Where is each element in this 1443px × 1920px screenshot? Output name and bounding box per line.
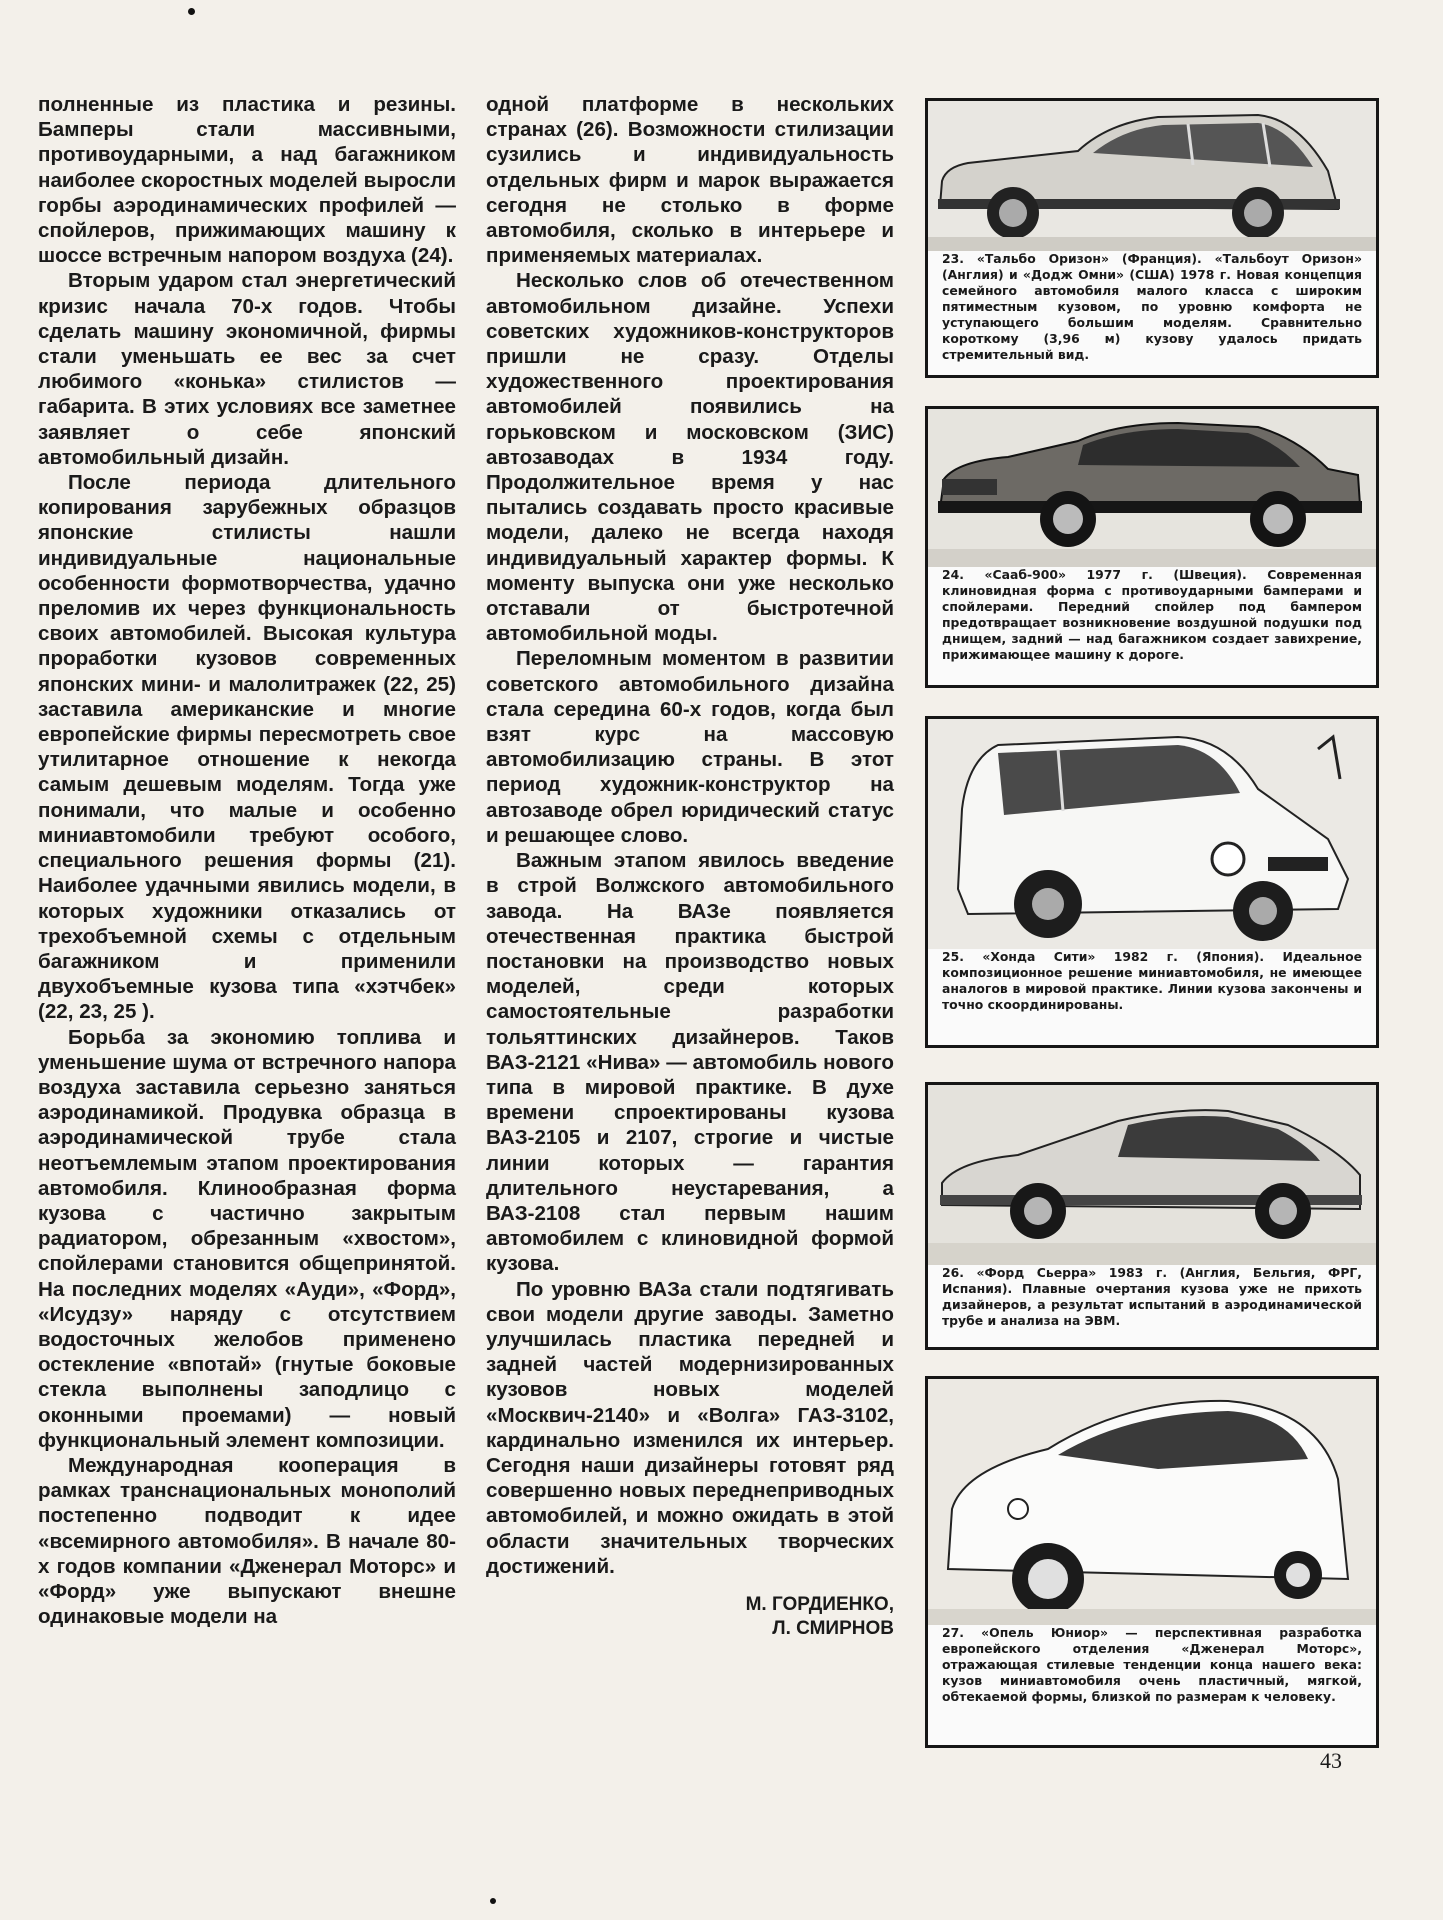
author-name: М. ГОРДИЕНКО, xyxy=(745,1593,894,1615)
print-speck xyxy=(490,1898,496,1904)
paragraph: Борьба за экономию топлива и уменьшение шума от встречного напора воздуха заставила серьезно заняться аэродинамикой. Продувка образца в аэродинамической трубе стала неотъемлемым этапом проектирования автомобиля. Клинообразная форма кузова с частично закрытым радиатором, обрезанным «хвостом», спойлерами становится общепринятой. На последних моделях «Ауди», «Форд», «Исудзу» наряду с отсутствием водосточных желобов применено остекление «впотай» (гнутые боковые стекла выполнены заподлицо с оконными проемами) — новый функциональный элемент композиции. xyxy=(38,1025,456,1452)
car-photo-opel-junior xyxy=(928,1379,1376,1625)
paragraph: Несколько слов об отечественном автомобильном дизайне. Успехи советских художников-конструкторов пришли не сразу. Отделы художественного проектирования автомобилей появились на горьковском и московском (ЗИС) автозаводах в 1934 году. Продолжительное время у нас пытались создавать просто красивые модели, далеко не всегда находя индивидуальный характер формы. К моменту выпуска они уже несколько отставали от быстротечной автомобильной моды. xyxy=(486,269,894,646)
figure-caption: 26. «Форд Сьерра» 1983 г. (Англия, Бельгия, ФРГ, Испания). Плавные очертания кузова уже не прихоть дизайнеров, а результат испытаний в аэродинамической трубе и анализа на ЭВМ. xyxy=(942,1265,1362,1328)
print-speck xyxy=(188,8,195,15)
figure-caption: 24. «Сааб-900» 1977 г. (Швеция). Современная клиновидная форма с противоударными бамперами и спойлерами. Передний спойлер под бампером предотвращает возникновение воздушной подушки под днищем, задний — над багажником создает завихрение, прижимающее машину к дороге. xyxy=(942,567,1362,662)
figure-24 xyxy=(925,406,1379,688)
car-photo-saab-900 xyxy=(928,409,1376,567)
figure-caption: 25. «Хонда Сити» 1982 г. (Япония). Идеальное композиционное решение миниавтомобиля, не имеющее аналогов в мировой практике. Линии кузова закончены и точно скоординированы. xyxy=(942,949,1362,1012)
figure-caption: 27. «Опель Юниор» — перспективная разработка европейского отделения «Дженерал Моторс», отражающая стилевые тенденции конца нашего века: кузов миниавтомобиля очень пластичный, мягкой, обтекаемой формы, близкой по размерам к человеку. xyxy=(942,1625,1362,1704)
author-name: Л. СМИРНОВ xyxy=(772,1617,894,1639)
author-signature xyxy=(486,1593,894,1641)
car-photo-honda-city xyxy=(928,719,1376,949)
paragraph: По уровню ВАЗа стали подтягивать свои модели другие заводы. Заметно улучшилась пластика передней и задней частей модернизированных кузовов новых моделей «Москвич-2140» и «Волга» ГАЗ-3102, кардинально изменился их интерьер. Сегодня наши дизайнеры готовят ряд совершенно новых переднеприводных автомобилей, и можно ожидать в этой области значительных творческих достижений. xyxy=(486,1277,894,1578)
paragraph: Международная кооперация в рамках транснациональных монополий постепенно подводит к идее «всемирного автомобиля». В начале 80-х годов компании «Дженерал Моторс» и «Форд» уже выпускают внешне одинаковые модели на xyxy=(38,1453,456,1629)
car-photo-talbot-horizon xyxy=(928,101,1376,251)
page-number: 43 xyxy=(1320,1748,1342,1773)
text-column-left xyxy=(38,92,456,1629)
paragraph: полненные из пластика и резины. Бамперы стали массивными, противоударными, а над багажником наиболее скоростных моделей выросли горбы аэродинамических профилей — спойлеров, прижимающих машину к шоссе встречным напором воздуха (24). xyxy=(38,93,456,268)
figure-23 xyxy=(925,98,1379,378)
paragraph: Переломным моментом в развитии советского автомобильного дизайна стала середина 60-х годов, когда был взят курс на массовую автомобилизацию страны. В этот период художник-конструктор на автозаводе обрел юридический статус и решающее слово. xyxy=(486,647,894,847)
text-column-middle xyxy=(486,92,894,1641)
paragraph: одной платформе в нескольких странах (26). Возможности стилизации сузились и индивидуальность отдельных фирм и марок выражается сегодня не столько в форме автомобиля, сколько в интерьере и применяемых материалах. xyxy=(486,93,894,268)
figure-27 xyxy=(925,1376,1379,1748)
figure-25 xyxy=(925,716,1379,1048)
car-photo-ford-sierra xyxy=(928,1085,1376,1265)
paragraph: После периода длительного копирования зарубежных образцов японские стилисты нашли индивидуальные национальные особенности формотворчества, удачно преломив их через функциональность своих автомобилей. Высокая культура проработки кузовов современных японских мини- и малолитражек (22, 25) заставила американские и многие европейские фирмы пересмотреть свое утилитарное отношение к некогда самым дешевым моделям. Тогда уже понимали, что малые и особенно миниавтомобили требуют особого, специального решения формы (21). Наиболее удачными явились модели, в которых художники отказались от трехобъемной схемы с отдельным багажником и применили двухобъемные кузова типа «хэтчбек» (22, 23, 25 ). xyxy=(38,471,456,1024)
paragraph: Важным этапом явилось введение в строй Волжского автомобильного завода. На ВАЗе появляется отечественная практика быстрой постановки на производство новых моделей, среди которых самостоятельные разработки тольяттинских дизайнеров. Таков ВАЗ-2121 «Нива» — автомобиль нового типа в мировой практике. В духе времени спроектированы кузова ВАЗ-2105 и 2107, строгие и чистые линии которых — гарантия длительного неустаревания, а ВАЗ-2108 стал первым нашим автомобилем с клиновидной формой кузова. xyxy=(486,849,894,1276)
figure-caption: 23. «Тальбо Оризон» (Франция). «Тальбоут Оризон» (Англия) и «Додж Омни» (США) 1978 г. Новая концепция семейного автомобиля малого класса с широким пятиместным кузовом, по уровню комфорта не уступающего большим моделям. Сравнительно короткому (3,96 м) кузову удалось придать стремительный вид. xyxy=(942,251,1362,362)
figure-26 xyxy=(925,1082,1379,1350)
paragraph: Вторым ударом стал энергетический кризис начала 70-х годов. Чтобы сделать машину экономичной, фирмы стали уменьшать ее вес за счет любимого «конька» стилистов — габарита. В этих условиях все заметнее заявляет о себе японский автомобильный дизайн. xyxy=(38,269,456,469)
